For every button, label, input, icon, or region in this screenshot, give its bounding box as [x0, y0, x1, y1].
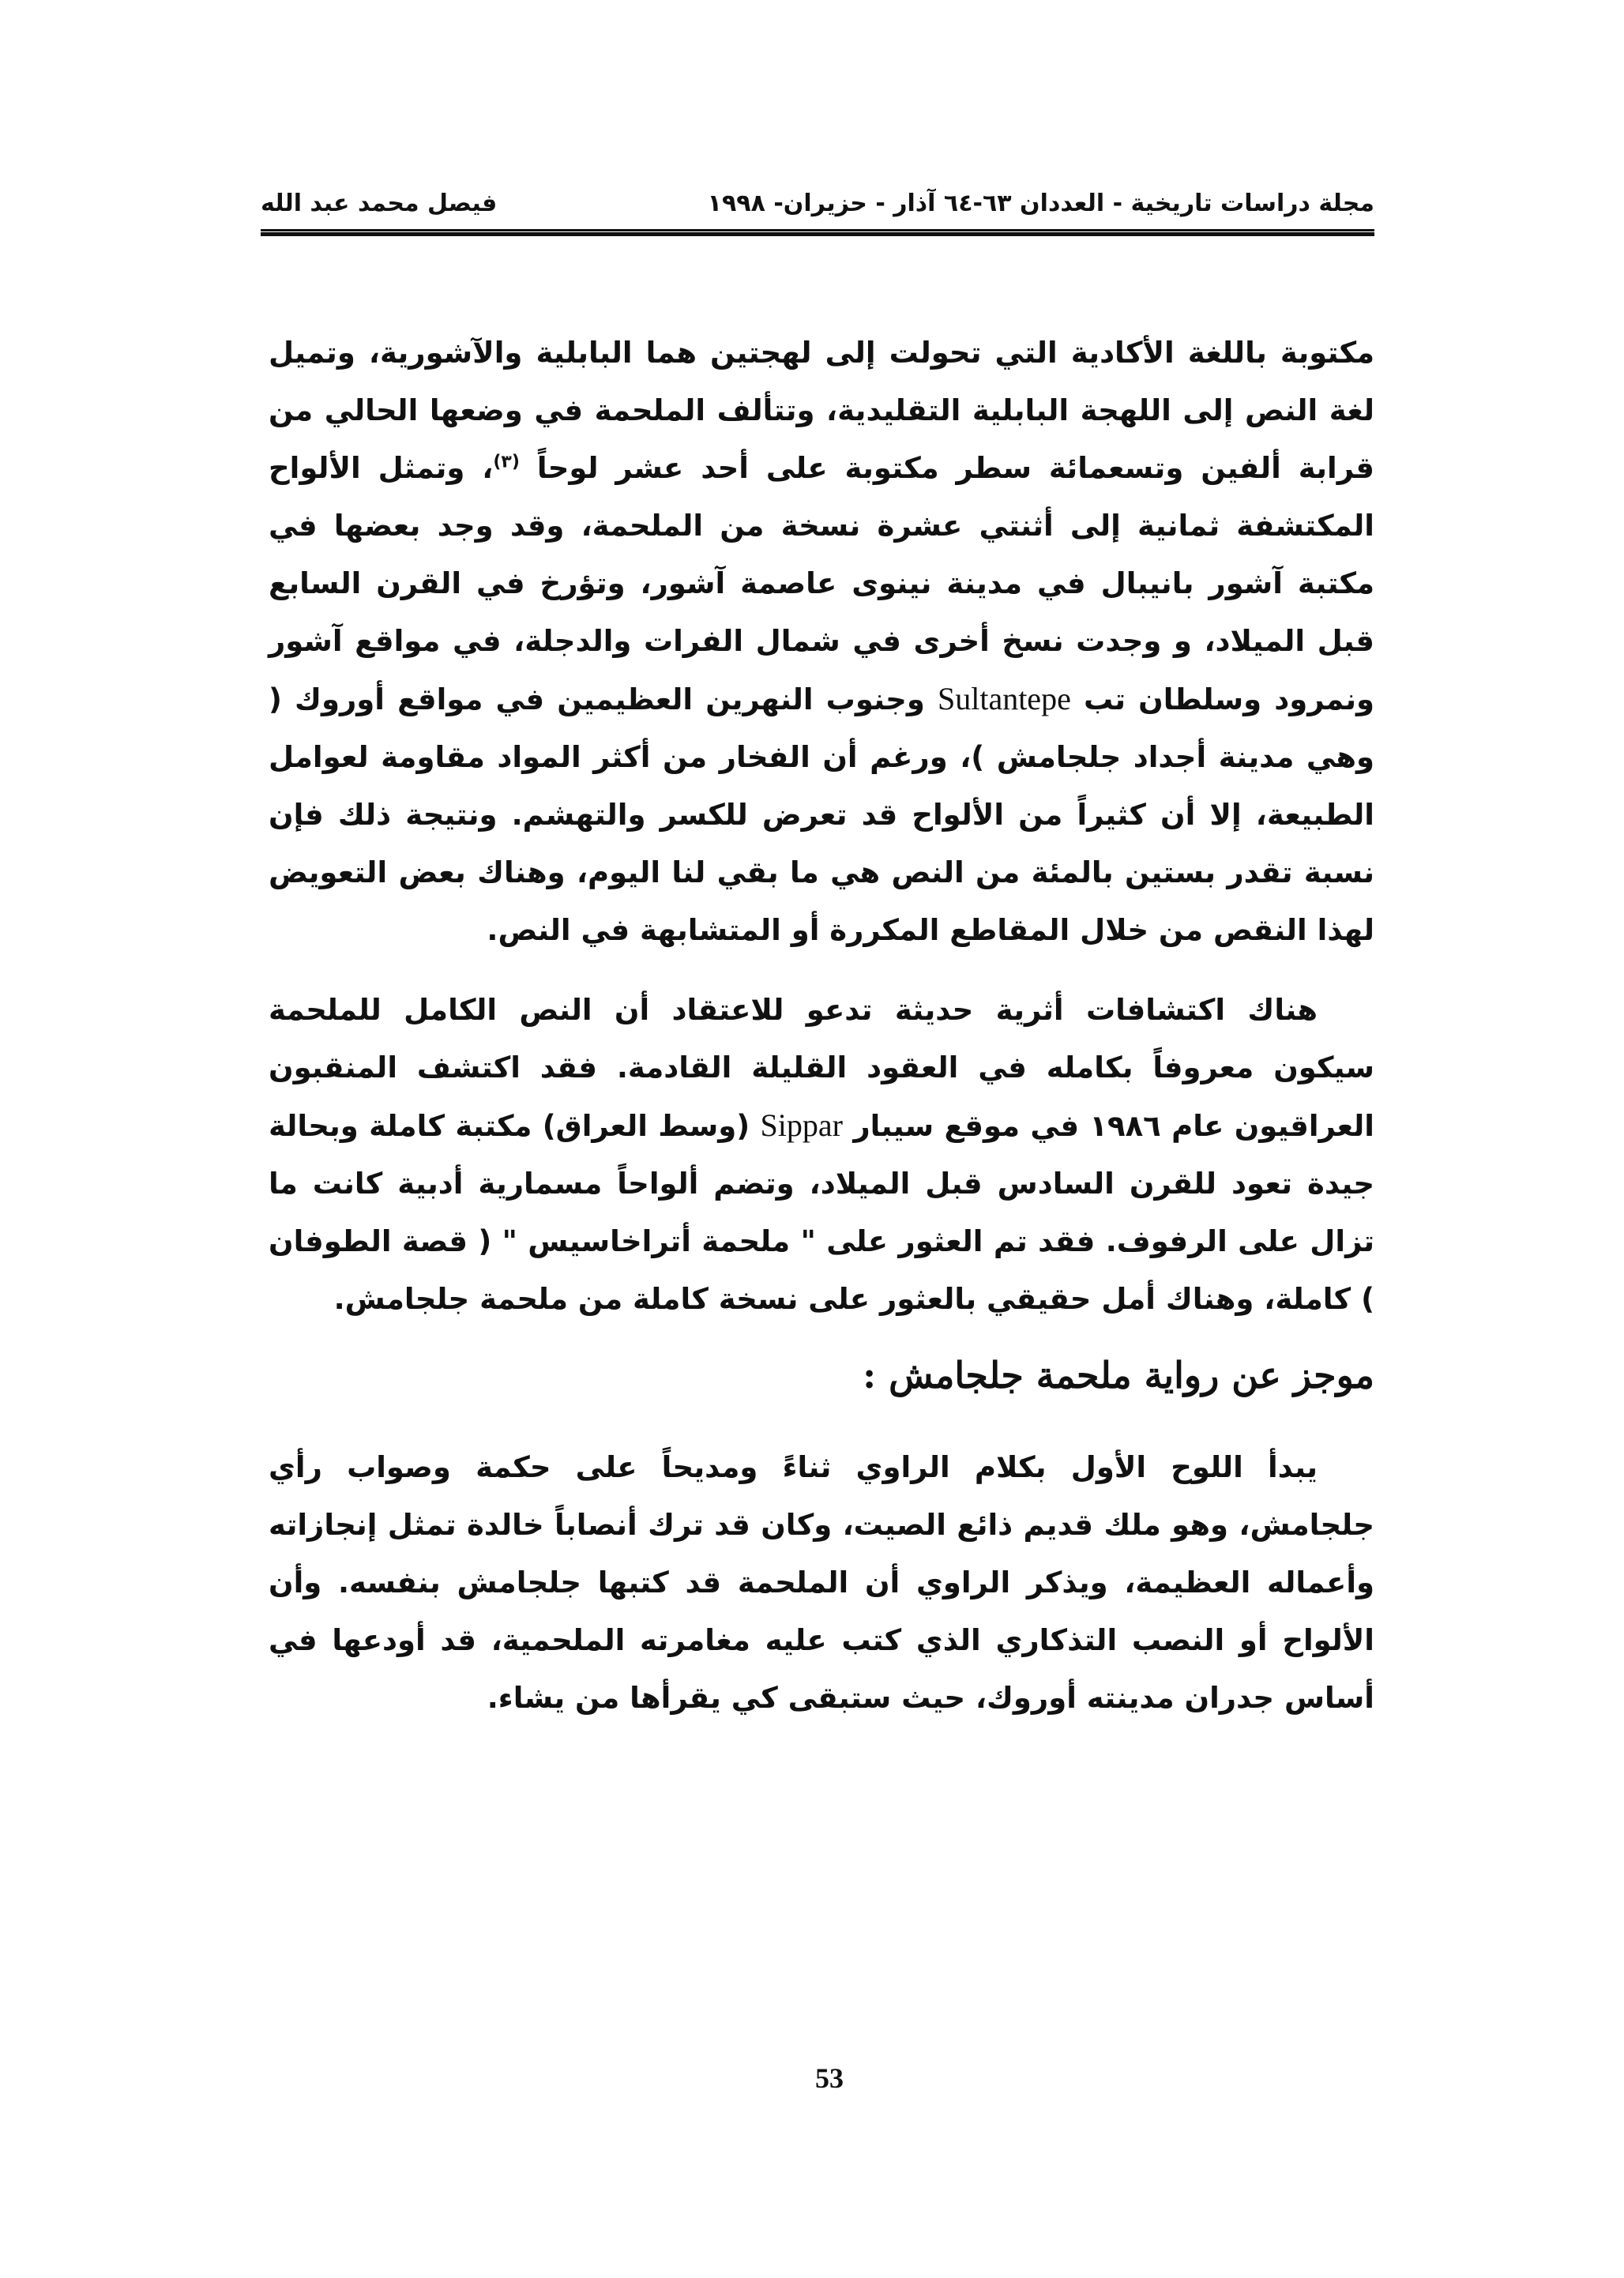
journal-title: مجلة دراسات تاريخية - العددان ٦٣-٦٤ آذار - حزيران- ١٩٩٨	[707, 190, 1374, 217]
paragraph-3: يبدأ اللوح الأول بكلام الراوي ثناءً ومديحاً على حكمة وصواب رأي جلجامش، وهو ملك قديم ذائع الصيت، وكان قد ترك أنصاباً خالدة تمثل إنجازاته وأعماله العظيمة، ويذكر الراوي أن الملحمة قد كتبها جلجامش بنفسه. وأن الألواح أو النصب التذكاري الذي كتب عليه مغامرته الملحمية، قد أودعها في أساس جدران مدينته أوروك، حيث ستبقى كي يقرأها من يشاء.	[269, 1450, 1374, 1715]
section-heading: موجز عن رواية ملحمة جلجامش :	[863, 1354, 1374, 1396]
author-name: فيصل محمد عبد الله	[261, 190, 498, 217]
paragraph-2	[269, 981, 1374, 1328]
header-divider	[261, 229, 1374, 236]
paragraph-1-text-c: وجنوب النهرين العظيمين في مواقع أوروك ( وهي مدينة أجداد جلجامش )، ورغم أن الفخار من أكثر المواد مقاومة لعوامل الطبيعة، إلا أن كثيراً من الألواح قد تعرض للكسر والتهشم. ونتيجة ذلك فإن نسبة تقدر بستين بالمئة من النص هي ما بقي لنا اليوم، وهناك بعض التعويض لهذا النقص من خلال المقاطع المكررة أو المتشابهة في النص.	[269, 682, 1374, 947]
latin-term-sippar: Sippar	[760, 1107, 843, 1143]
page-number: 53	[815, 2062, 844, 2094]
running-header	[261, 190, 1374, 227]
paragraph-1-text-a: مكتوبة باللغة الأكادية التي تحولت إلى لهجتين هما البابلية والآشورية، وتميل لغة النص إلى اللهجة البابلية التقليدية، وتتألف الملحمة في وضعها الحالي من قرابة ألفين وتسعمائة سطر مكتوبة على أحد عشر لوحاً	[269, 336, 1374, 485]
paragraph-2-text-b: (وسط العراق) مكتبة كاملة وبحالة جيدة تعود للقرن السادس قبل الميلاد، وتضم ألواحاً مسمارية أدبية كانت ما تزال على الرفوف. فقد تم العثور على " ملحمة أتراخاسيس " ( قصة الطوفان ) كاملة، وهناك أمل حقيقي بالعثور على نسخة كاملة من ملحمة جلجامش.	[269, 1109, 1374, 1316]
paragraph-2-text-a: هناك اكتشافات أثرية حديثة تدعو للاعتقاد أن النص الكامل للملحمة سيكون معروفاً بكامله في العقود القليلة القادمة. فقد اكتشف المنقبون العراقيون عام ١٩٨٦ في موقع سيبار	[269, 993, 1374, 1143]
article-body	[269, 324, 1374, 1727]
paragraph-1-text-b: ، وتمثل الألواح المكتشفة ثمانية إلى أثنتي عشرة نسخة من الملحمة، وقد وجد بعضها في مكتبة آشور بانيبال في مدينة نينوى عاصمة آشور، وتؤرخ في القرن السابع قبل الميلاد، و وجدت نسخ أخرى في شمال الفرات والدجلة، في مواقع آشور ونمرود وسلطان تب	[269, 451, 1374, 716]
footnote-ref[interactable]: (٣)	[493, 452, 520, 472]
latin-term-sultantepe: Sultantepe	[937, 681, 1071, 716]
paragraph-1	[269, 324, 1374, 959]
